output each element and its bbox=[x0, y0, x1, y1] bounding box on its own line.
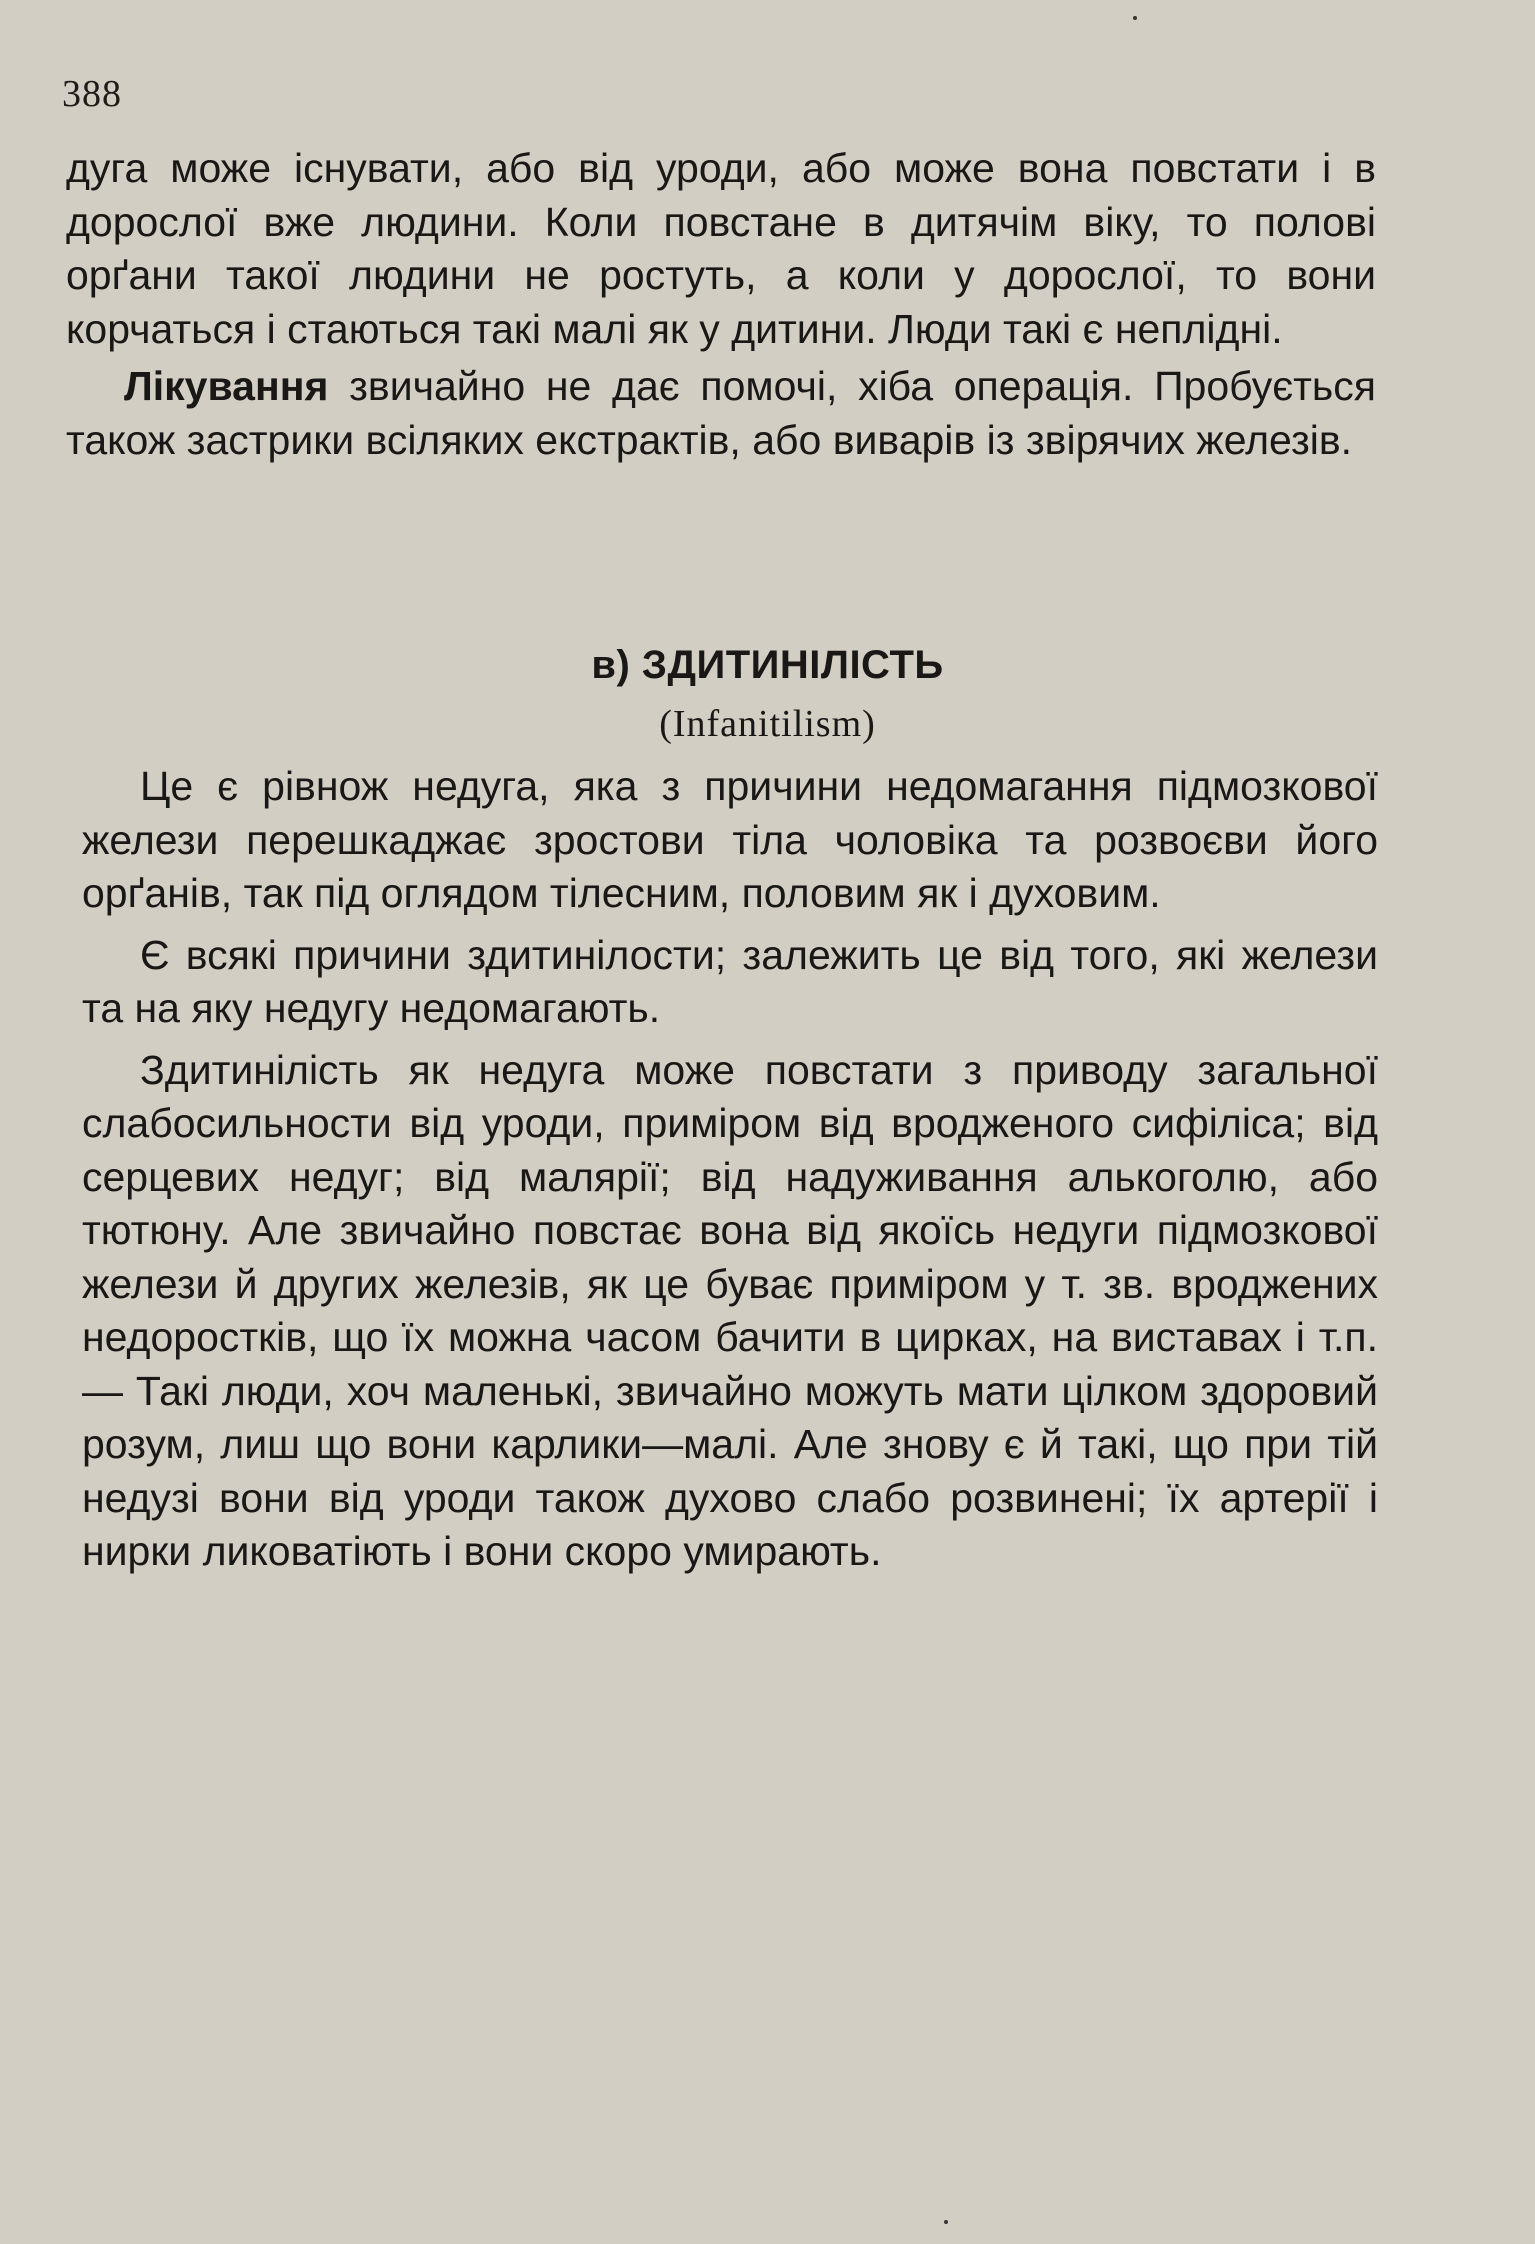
print-speck bbox=[944, 2220, 948, 2224]
treatment-label: Лікування bbox=[124, 363, 329, 409]
print-speck bbox=[1133, 16, 1137, 20]
section-paragraph: Є всякі причини здитинілости; залежить це від того, які желези та на яку недугу недомагають. bbox=[82, 931, 1378, 1031]
section-subtitle: (Infanitilism) bbox=[659, 703, 876, 745]
section-title: в) ЗДИТИНІЛІСТЬ bbox=[591, 643, 944, 687]
section-paragraph: Здитинілість як недуга може повстати з приводу загальної слабосильности від уроди, приміром від вродженого сифіліса; від серцевих недуг; від малярії; від надуживання алькоголю, або тютюну. Але звичайно повстає вона від якоїсь недуги підмозкової желези й других железів, як це буває приміром у т. зв. вроджених недоростків, що їх можна часом бачити в цирках, на виставах і т.п.— Такі люди, хоч маленькі, звичайно можуть мати цілком здоровий розум, лиш що вони карлики—малі. Але знову є й такі, що при тій недузі вони від уроди також духово слабо розвинені; їх артерії і нирки ликоватіють і вони скоро умирають. bbox=[82, 1046, 1378, 1574]
treatment-paragraph bbox=[66, 360, 1376, 467]
section-paragraph: Це є рівнож недуга, яка з причини недомагання підмозкової желези перешкаджає зростови тіла чоловіка та розвоєви його орґанів, так під оглядом тілесним, половим як і духовим. bbox=[82, 763, 1378, 916]
text-block-continuation bbox=[66, 142, 1376, 467]
section-body bbox=[82, 760, 1378, 1579]
treatment-text: звичайно не дає помочі, хіба операція. Пробується також застрики всіляких екстрактів, або виварів із звірячих железів. bbox=[66, 363, 1376, 463]
page-number: 388 bbox=[62, 73, 122, 115]
continuation-paragraph: дуга може існувати, або від уроди, або може вона повстати і в дорослої вже людини. Коли повстане в дитячім віку, то полові орґани такої людини не ростуть, а коли у дорослої, то вони корчаться і стаються такі малі як у дитини. Люди такі є неплідні. bbox=[66, 145, 1376, 352]
